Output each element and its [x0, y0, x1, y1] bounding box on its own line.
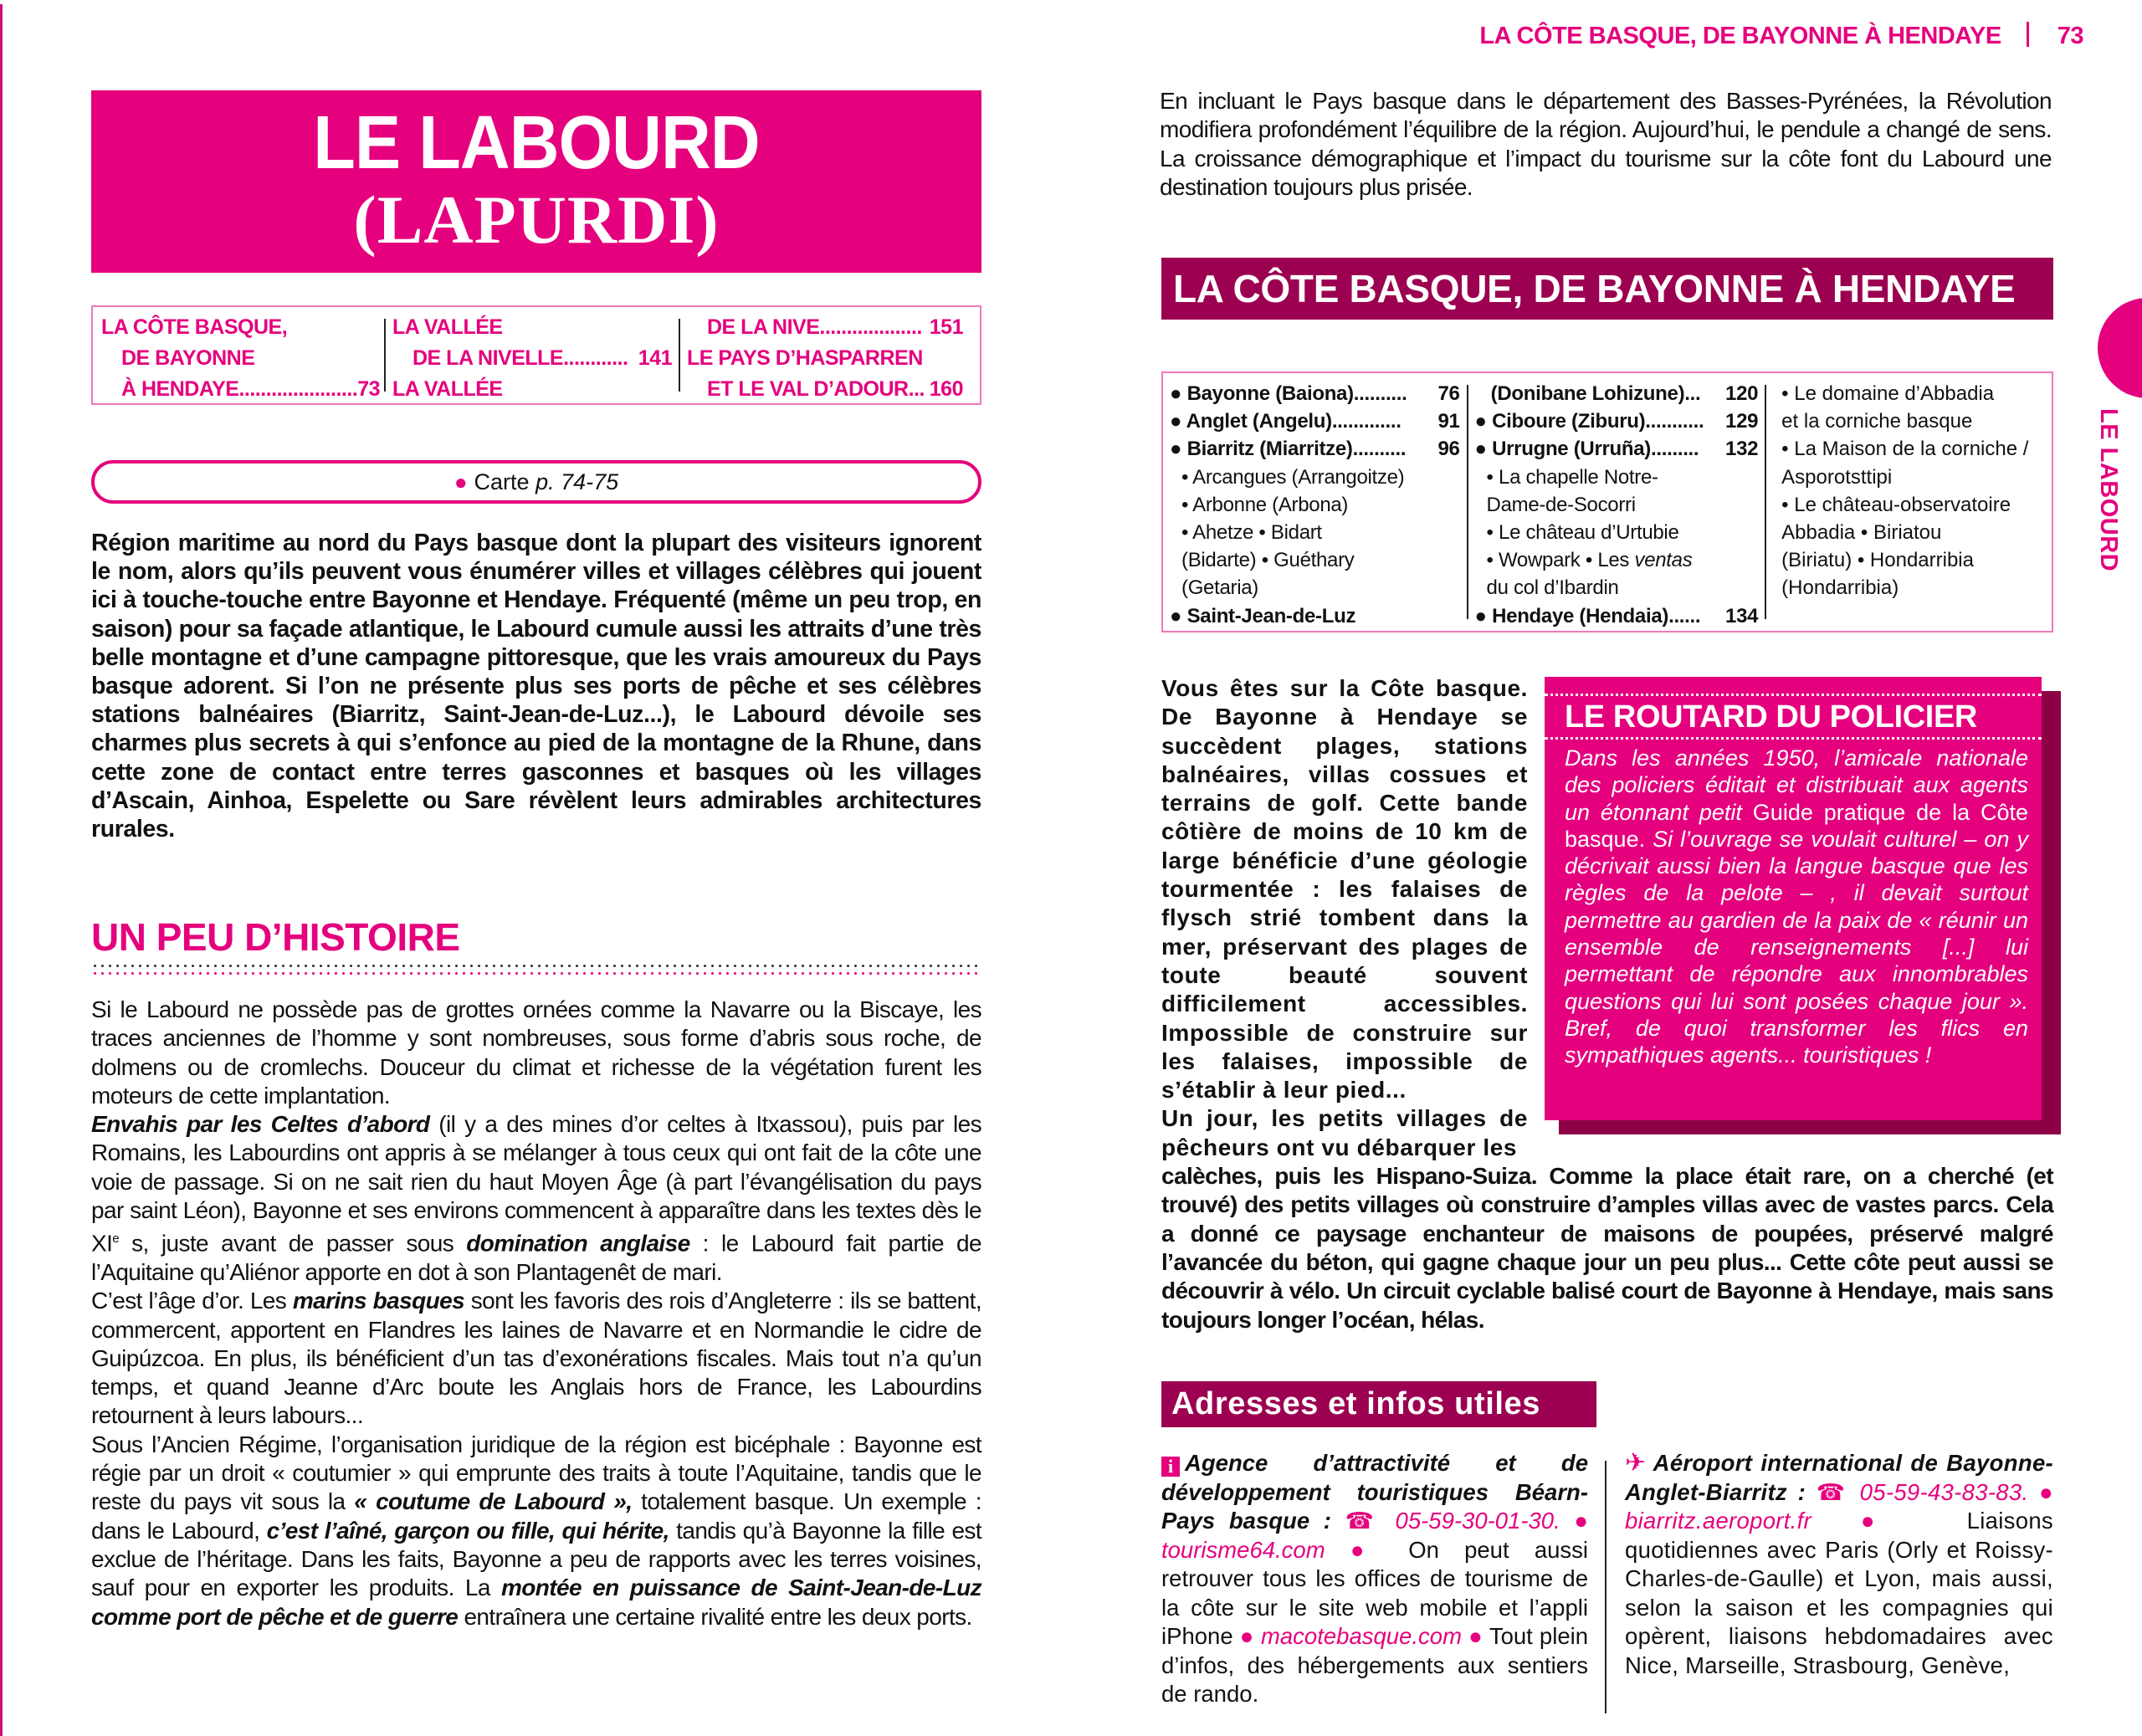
- place-name: ● Urrugne (Urruña).........: [1474, 438, 1699, 461]
- history-paragraph: [91, 1110, 981, 1287]
- toc-divider: [679, 319, 680, 392]
- place-name: ● Ciboure (Ziburu)...........: [1474, 410, 1704, 433]
- text-run: totalement basque. Un exemple : dans le Labourd,: [91, 1488, 981, 1544]
- place-name: ● Anglet (Angelu).............: [1170, 410, 1402, 433]
- history-heading: UN PEU D’HISTOIRE: [91, 915, 460, 959]
- thumb-tab-marker[interactable]: [2098, 298, 2142, 398]
- chapter-title: [91, 90, 981, 273]
- toc-entry-line[interactable]: [687, 312, 963, 343]
- history-paragraph: [91, 1287, 981, 1430]
- map-reference[interactable]: [91, 460, 981, 504]
- place-page-number: 76: [1437, 382, 1460, 405]
- coast-text-narrow: Un jour, les petits villages de pêcheurs ont vu débarquer les: [1161, 1105, 1528, 1160]
- toc-entry-text: DE LA NIVE: [707, 315, 820, 339]
- sidebar-box-policier: [1545, 677, 2042, 1120]
- book-title: Guide pratique de la Côte basque.: [1565, 799, 2028, 852]
- text-run: Sous l’Ancien Régime, l’organisation juridique de la région est bicéphale : Bayonne est régie par un droit « coutumier » qui emprunte des traits à toute l’Aquitaine, tandis que le reste du pays vit sous la: [91, 1431, 981, 1515]
- place-subentry[interactable]: (Bidarte) • Guéthary: [1181, 549, 1355, 572]
- website-link[interactable]: biarritz.aeroport.fr: [1625, 1508, 1812, 1534]
- place-subentry[interactable]: • Arbonne (Arbona): [1181, 493, 1349, 516]
- place-subentry[interactable]: • Le château-observatoire: [1781, 493, 2011, 516]
- toc-page-number: 73: [357, 377, 381, 401]
- place-subentry[interactable]: (Biriatu) • Hondarribia: [1781, 549, 1974, 572]
- emphasis: c’est l’aîné, garçon ou fille, qui hérite,: [266, 1517, 669, 1544]
- place-subentry[interactable]: • La Maison de la corniche /: [1781, 438, 2029, 461]
- places-column-3: [1773, 380, 2047, 631]
- phone-icon: ☎: [1345, 1508, 1381, 1534]
- toc-page-number: 141: [638, 346, 672, 370]
- toc-entry-text: DE LA NIVELLE: [413, 346, 564, 370]
- map-reference-pages: p. 74-75: [536, 469, 619, 494]
- toc-entry-text: ET LE VAL D’ADOUR: [707, 377, 909, 401]
- website-link[interactable]: tourisme64.com: [1161, 1536, 1325, 1563]
- text-run: : le Labourd fait partie de l’Aquitaine qu’Aliénor apporte en dot à son Plantagenêt de mari.: [91, 1230, 981, 1285]
- toc-entry-cote-basque[interactable]: LA CÔTE BASQUE,: [101, 315, 288, 339]
- bullet-icon: ●: [1860, 1508, 1918, 1534]
- website-link[interactable]: macotebasque.com: [1260, 1623, 1462, 1649]
- bullet-icon: ●: [2039, 1478, 2053, 1505]
- bullet-icon: ●: [1574, 1508, 1589, 1534]
- toc-column-2: [392, 312, 672, 403]
- place-subentry[interactable]: • Ahetze • Bidart: [1181, 521, 1322, 545]
- text-run: entraînera une certaine rivalité entre les deux ports.: [458, 1603, 972, 1630]
- history-paragraph: [91, 1431, 981, 1631]
- place-subentry[interactable]: • Wowpark • Les ventas: [1486, 549, 1693, 572]
- place-subentry[interactable]: • Arcangues (Arrangoitze): [1181, 465, 1405, 489]
- toc-entry-line[interactable]: [687, 374, 963, 405]
- place-subentry[interactable]: (Getaria): [1181, 576, 1258, 600]
- dotted-rule: [91, 962, 981, 977]
- header-divider: [2027, 22, 2029, 47]
- toc-page-number: 151: [929, 315, 963, 339]
- phone-icon: ☎: [1816, 1478, 1850, 1505]
- place-page-number: 134: [1725, 604, 1759, 627]
- place-page-number: 132: [1725, 438, 1759, 461]
- text-run: (il y a des mines d’or celtes à Itxassou), puis par les Romains, les Labourdins ont appris à se mélanger à tous ceux qui ont fait de la côte une voie de passage. Si on ne sait rien du haut Moyen Âge (à part l’évangélisation du pays par saint Léon), Bayonne et ses environs commencent à apparaître dans les textes dès le XI: [91, 1111, 981, 1257]
- places-column-2: [1475, 380, 1759, 631]
- address-name: Aéroport international de Bayonne-Anglet-Biarritz :: [1625, 1450, 2053, 1505]
- place-page-number: 96: [1437, 438, 1460, 461]
- toc-page-number: 160: [929, 377, 963, 401]
- plane-icon: ✈: [1625, 1449, 1648, 1477]
- address-description: Liaisons quotidiennes avec Paris (Orly et Roissy-Charles-de-Gaulle) et Lyon, mais aussi, selon la saison et les compagnies qui opèrent, liaisons hebdomadaires avec Nice, Marseille, Strasbourg, Genève,: [1625, 1508, 2053, 1678]
- page-edge-stripe: [0, 4, 3, 1736]
- place-name: ● Bayonne (Baiona)..........: [1170, 382, 1407, 405]
- place-emphasis: ventas: [1634, 549, 1693, 572]
- address-description: On peut aussi retrouver tous les offices de tourisme de la côte sur le site web mobile et l’appli iPhone: [1161, 1536, 1589, 1649]
- place-entry[interactable]: [1170, 602, 1460, 630]
- chapter-title-basque: (LAPURDI): [353, 182, 720, 258]
- places-divider: [1467, 385, 1468, 619]
- emphasis: Envahis par les Celtes d’abord: [91, 1111, 430, 1138]
- info-icon: i: [1161, 1457, 1180, 1477]
- place-name: ● Biarritz (Miarritze)..........: [1170, 438, 1407, 461]
- map-reference-label: Carte: [474, 469, 530, 494]
- phone-number[interactable]: 05-59-30-01-30.: [1395, 1508, 1560, 1534]
- places-column-1: [1170, 380, 1460, 631]
- toc-leader-dots: ............: [563, 346, 628, 370]
- place-entry[interactable]: [1475, 407, 1759, 435]
- emphasis: marins basques: [292, 1288, 465, 1314]
- emphasis: domination anglaise: [466, 1230, 690, 1257]
- address-entry-airport: [1625, 1449, 2053, 1680]
- place-subentry[interactable]: Dame-de-Socorri: [1486, 493, 1636, 516]
- history-paragraph: Si le Labourd ne possède pas de grottes ornées comme la Navarre ou la Biscaye, les traces anciennes de l’homme y sont nombreuses, sous forme d’abris sous roche, de dolmens ou de cromlechs. Douceur du climat et richesse de la végétation furent les moteurs de cette implantation.: [91, 996, 981, 1109]
- bullet-icon: ●: [1239, 1623, 1254, 1649]
- coast-text-wide: calèches, puis les Hispano-Suiza. Comme la place était rare, on a cherché (et trouvé) des petits villages où construire d’amples villas avec de vastes parcs. Cela a donné ce paysage enchanteur de maisons de poupées, préservé malgré l’avancée du béton, qui gagne chaque jour un peu plus... Cette côte peut aussi se découvrir à vélo. Un circuit cyclable balisé court de Bayonne à Hendaye, mais sans toujours longer l’océan, hélas.: [1161, 1163, 2053, 1333]
- superscript: e: [112, 1232, 120, 1247]
- place-name: (Donibane Lohizune)...: [1474, 382, 1701, 405]
- toc-column-3: [687, 312, 963, 403]
- toc-entry-text: À HENDAYE: [121, 377, 239, 401]
- place-entry[interactable]: [1475, 602, 1759, 630]
- addresses-heading: Adresses et infos utiles: [1161, 1381, 1596, 1427]
- place-entry[interactable]: [1475, 435, 1759, 463]
- place-name: ● Saint-Jean-de-Luz: [1170, 604, 1356, 627]
- place-name: ● Hendaye (Hendaia)......: [1474, 604, 1701, 627]
- place-subentry[interactable]: • Le domaine d’Abbadia: [1781, 382, 1995, 405]
- chapter-intro: Région maritime au nord du Pays basque dont la plupart des visiteurs ignorent le nom, alors qu’ils peuvent vous énumérer villes et villages célèbres qui jouent ici à touche-touche entre Bayonne et Hendaye. Fréquenté (même un peu trop, en saison) pour sa façade atlantique, le Labourd cumule aussi les attraits d’une très belle montagne et d’une campagne pittoresque, que les vrais amoureux du Pays basque adorent. Si l’on ne présente plus ses ports de pêche et ses célèbres stations balnéaires (Biarritz, Saint-Jean-de-Luz...), le Labourd dévoile ses charmes plus secrets à qui s’enfonce au pied de la montagne de la Rhune, dans cette zone de contact entre terres gasconnes et basques où les villages d’Ascain, Ainhoa, Espelette ou Sare révèlent leurs admirables architectures rurales.: [91, 530, 981, 843]
- history-text: [91, 996, 981, 1631]
- address-description: Tout plein d’infos, des hébergements aux sentiers de rando.: [1161, 1623, 1589, 1707]
- toc-leader-dots: ......................: [238, 377, 358, 401]
- place-subentry[interactable]: Asporotsttipi: [1781, 465, 1893, 489]
- place-page-number: 120: [1725, 382, 1759, 405]
- text-run: s, juste avant de passer sous: [119, 1230, 467, 1257]
- place-subentry[interactable]: et la corniche basque: [1781, 410, 1973, 433]
- place-entry[interactable]: [1475, 380, 1759, 407]
- place-subentry[interactable]: • La chapelle Notre-: [1486, 465, 1658, 489]
- section-title: LA CÔTE BASQUE, DE BAYONNE À HENDAYE: [1161, 258, 2053, 320]
- coast-text-narrow: Vous êtes sur la Côte basque. De Bayonne à Hendaye se succèdent plages, stations balnéaires, villas cossues et terrains de golf. Cette bande côtière de moins de 10 km de large bénéficie d’une géologie tourmentée : les falaises de flysch strié tombent dans la mer, préservant des plages de toute beauté souvent difficilement accessibles. Impossible de construire sur les falaises, impossible de s’établir à leur pied...: [1161, 675, 1528, 1104]
- bullet-icon: ●: [1350, 1536, 1384, 1563]
- sidebar-box-title: LE ROUTARD DU POLICIER: [1545, 694, 2042, 740]
- toc-entry-line[interactable]: [101, 374, 381, 405]
- emphasis: « coutume de Labourd »,: [354, 1488, 633, 1515]
- toc-leader-dots: ...................: [819, 315, 922, 339]
- column-divider: [1605, 1461, 1606, 1713]
- thumb-tab-label: LE LABOURD: [2095, 408, 2122, 572]
- text-run: tandis qu’à Bayonne la fille est exclue de l’héritage. Dans les faits, Bayonne a peu de rapports avec les terres voisines, sauf pour en exporter les produits. La: [91, 1517, 982, 1601]
- address-entry-tourism: [1161, 1449, 1588, 1709]
- text-run: Dans les années 1950, l’amicale nationale des policiers éditait et distribuait aux agents un étonnant petit: [1565, 745, 2028, 825]
- place-entry[interactable]: [1170, 435, 1460, 463]
- address-name: Agence d’attractivité et de développement touristiques Béarn-Pays basque :: [1161, 1450, 1588, 1534]
- sidebar-box-body: [1558, 745, 2028, 1069]
- running-header-title: LA CÔTE BASQUE, DE BAYONNE À HENDAYE: [1479, 23, 2001, 49]
- place-subentry[interactable]: (Hondarribia): [1781, 576, 1899, 600]
- toc-entry-vallee-nivelle[interactable]: LA VALLÉE: [392, 315, 503, 339]
- toc-entry-hasparren[interactable]: LE PAYS D’HASPARREN: [687, 346, 923, 370]
- bullet-icon: ●: [1468, 1623, 1484, 1649]
- text-run: C’est l’âge d’or. Les: [91, 1288, 293, 1314]
- toc-divider: [384, 319, 386, 392]
- places-index: [1161, 371, 2053, 632]
- toc-entry-line[interactable]: [392, 343, 672, 374]
- place-subentry[interactable]: du col d’Ibardin: [1486, 576, 1619, 600]
- toc-leader-dots: ...: [908, 377, 925, 401]
- phone-number[interactable]: 05-59-43-83-83.: [1859, 1478, 2029, 1505]
- place-subentry[interactable]: • Le château d’Urtubie: [1486, 521, 1679, 545]
- section-intro: En incluant le Pays basque dans le département des Basses-Pyrénées, la Révolution modifiera profondément l’équilibre de la région. Aujourd’hui, le pendule a changé de sens. La croissance démographique et l’impact du tourisme sur la côte font du Labourd une destination toujours plus prisée.: [1160, 88, 2052, 200]
- running-header: [1414, 22, 2083, 50]
- place-entry[interactable]: [1170, 407, 1460, 435]
- page-number: 73: [2057, 23, 2083, 49]
- emphasis: montée en puissance de Saint-Jean-de-Luz comme port de pêche et de guerre: [91, 1575, 981, 1630]
- place-subentry[interactable]: Abbadia • Biriatou: [1781, 521, 1942, 545]
- bullet-icon: ●: [454, 469, 468, 494]
- text-run: sont les favoris des rois d’Angleterre : ils se battent, commercent, apportent en Flandres les laines de Navarre et en Normandie le cidre de Guipúzcoa. En plus, ils bénéficient d’un tas d’exonérations fiscales. Mais tout n’a qu’un temps, et quand Jeanne d’Arc boute les Anglais hors de France, les Labourdins retournent à leurs labours...: [91, 1288, 981, 1429]
- place-page-number: 129: [1725, 410, 1759, 433]
- chapter-toc: [91, 305, 981, 405]
- toc-entry-vallee-nive[interactable]: LA VALLÉE: [392, 377, 503, 401]
- toc-entry-text: DE BAYONNE: [121, 346, 255, 370]
- place-page-number: 91: [1437, 410, 1460, 433]
- chapter-title-main: LE LABOURD: [313, 101, 760, 185]
- places-divider: [1765, 385, 1766, 619]
- text-run: Si l’ouvrage se voulait culturel – on y décrivait aussi bien la langue basque que les règles de la pelote – , il devait surtout permettre au gardien de la paix de « réunir un ensemble de renseignements [...] lui permettant de répondre aux innombrables questions qui lui sont posées chaque jour ». Bref, de quoi transformer les flics en sympathiques agents... touristiques !: [1565, 826, 2028, 1068]
- toc-column-1: [101, 312, 381, 403]
- place-entry[interactable]: [1170, 380, 1460, 407]
